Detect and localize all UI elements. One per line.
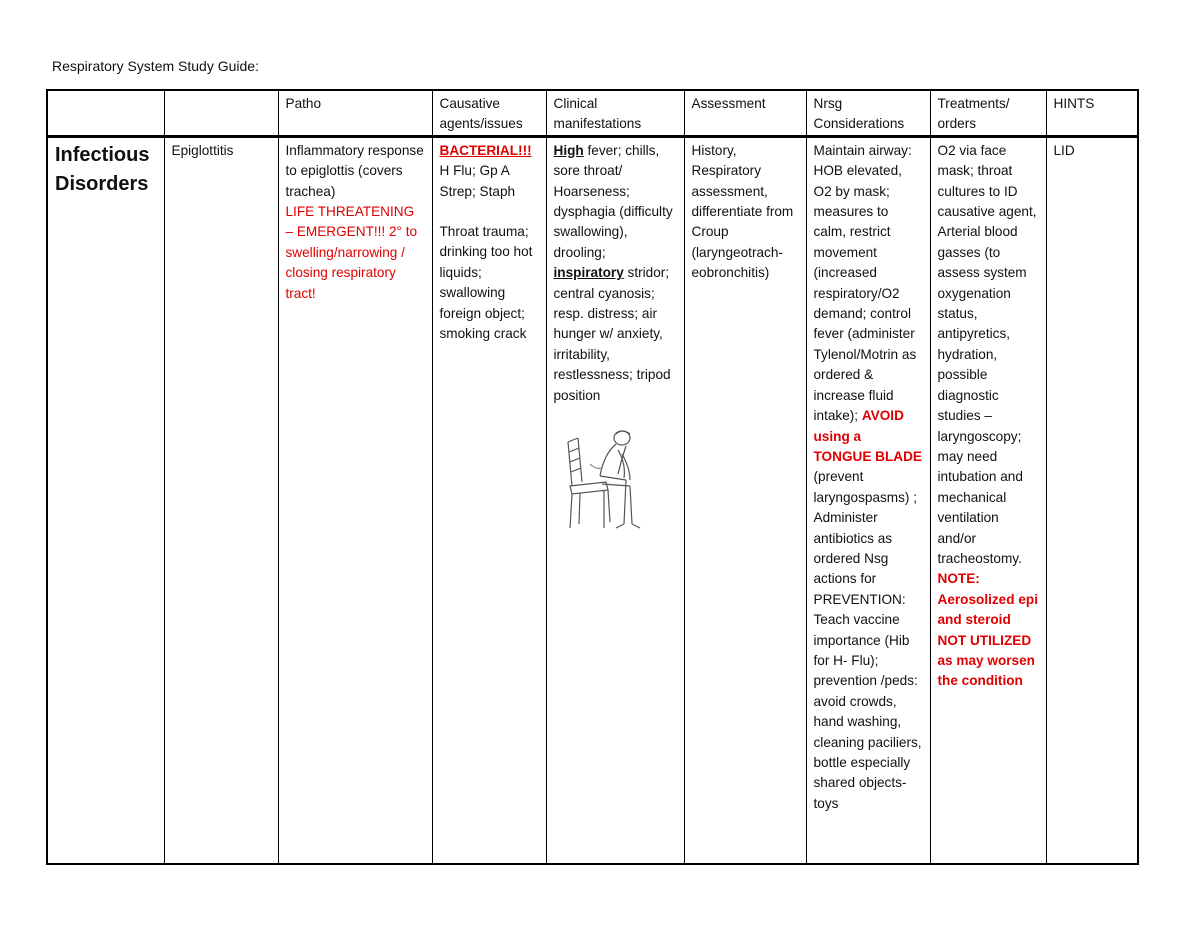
assessment-cell: History, Respiratory assessment, differentiate from Croup (laryngeotrach-eobronchitis) — [684, 136, 806, 864]
header-nrsg: Nrsg Considerations — [806, 90, 930, 136]
inspiratory-label: inspiratory — [553, 265, 624, 281]
header-patho: Patho — [278, 90, 432, 136]
clinical-text-2: stridor; central cyanosis; resp. distress; air hunger w/ anxiety, irritability, restlessness; tripod position — [553, 265, 671, 403]
header-cell-empty-1 — [47, 90, 164, 136]
patho-warning: LIFE THREATENING – EMERGENT!!! 2° to swelling/narrowing / closing respiratory tract! — [285, 204, 418, 301]
header-treatment: Treatments/ orders — [930, 90, 1046, 136]
hints-cell: LID — [1046, 136, 1138, 864]
page-title: Respiratory System Study Guide: — [52, 58, 259, 74]
table-row — [47, 136, 1138, 864]
header-clinical: Clinical manifestations — [546, 90, 684, 136]
header-causative: Causative agents/issues — [432, 90, 546, 136]
avoid-tongue-blade-warning: AVOID using a TONGUE BLADE — [813, 408, 923, 464]
header-assessment: Assessment — [684, 90, 806, 136]
nrsg-cell — [806, 136, 930, 864]
nrsg-text-2: (prevent laryngospasms) ; Administer antibiotics as ordered Nsg actions for PREVENTION: Teach vaccine importance (Hib for H- Flu); prevention /peds: avoid crowds, hand washing, cleaning paciliers, bottle especially shared objects-toys — [813, 469, 922, 811]
clinical-cell — [546, 136, 684, 864]
clinical-text-1: fever; chills, sore throat/ Hoarseness; dysphagia (difficulty swallowing), drooling; — [553, 142, 673, 260]
treatment-cell — [930, 136, 1046, 864]
bacterial-label: BACTERIAL!!! — [439, 142, 532, 158]
nrsg-text-1: Maintain airway: HOB elevated, O2 by mask; measures to calm, restrict movement (increased respiratory/O2 demand; control fever (administer Tylenol/Motrin as ordered & increase fluid intake); — [813, 142, 917, 424]
patho-cell — [278, 136, 432, 864]
treatment-text: O2 via face mask; throat cultures to ID causative agent, Arterial blood gasses (to assess system oxygenation status, antipyretics, hydration, possible diagnostic studies – laryngoscopy; may need intubation and mechanical ventilation and/or tracheostomy. — [937, 142, 1037, 566]
header-hints: HINTS — [1046, 90, 1138, 136]
tripod-position-icon — [560, 424, 677, 542]
causative-cell — [432, 136, 546, 864]
category-label: Infectious Disorders — [55, 143, 150, 195]
category-cell — [47, 136, 164, 864]
header-row — [47, 90, 1138, 136]
organisms-text: H Flu; Gp A Strep; Staph — [439, 163, 516, 199]
condition-cell: Epiglottitis — [164, 136, 278, 864]
patho-text: Inflammatory response to epiglottis (covers trachea) — [285, 142, 424, 199]
other-causes-text: Throat trauma; drinking too hot liquids; swallowing foreign object; smoking crack — [439, 224, 533, 342]
header-cell-empty-2 — [164, 90, 278, 136]
treatment-note: NOTE: Aerosolized epi and steroid NOT UTILIZED as may worsen the condition — [937, 571, 1038, 689]
study-guide-table — [46, 89, 1139, 865]
high-label: High — [553, 142, 584, 158]
